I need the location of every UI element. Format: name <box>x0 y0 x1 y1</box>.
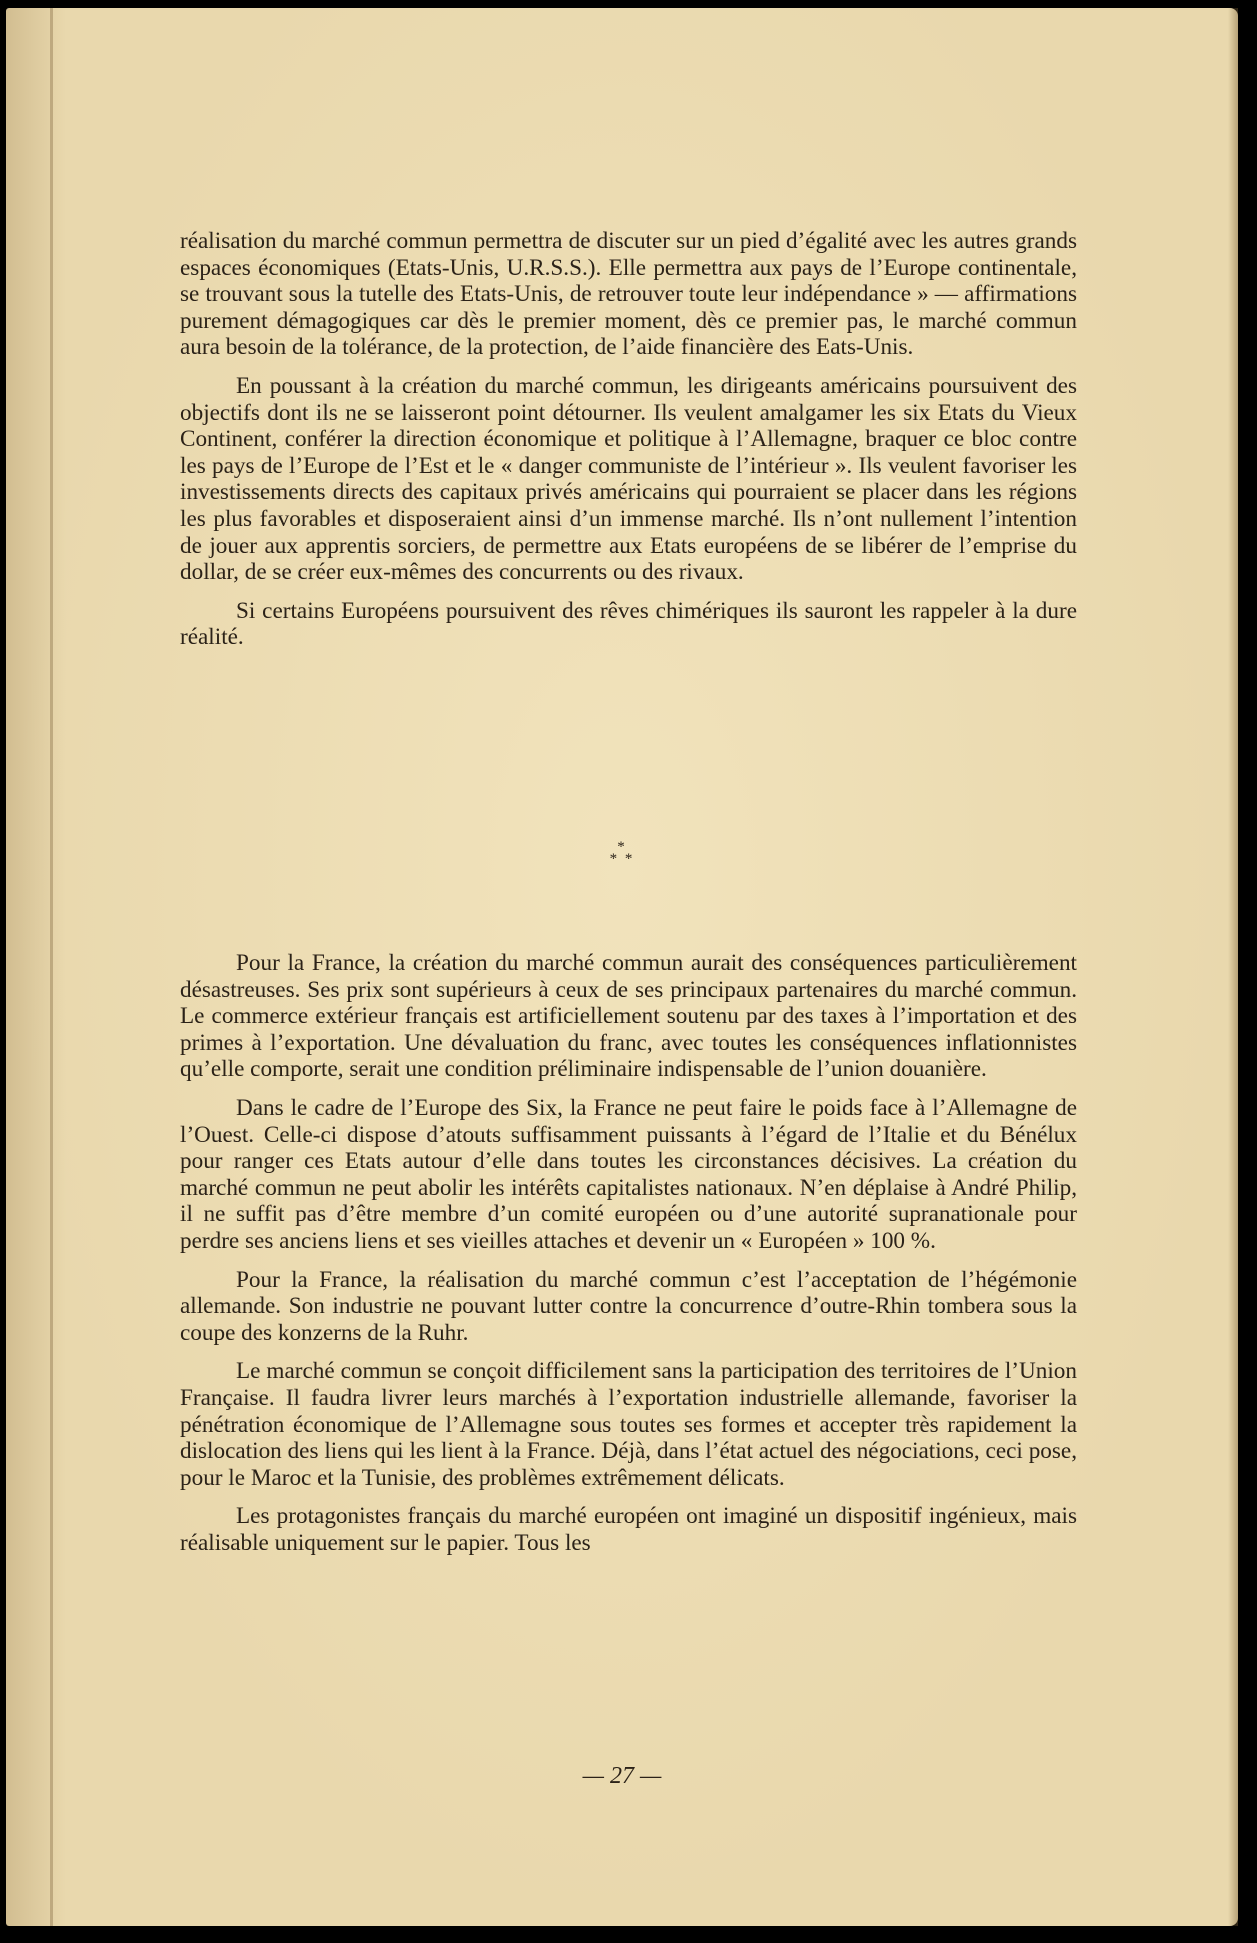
page-binding-line <box>50 8 53 1926</box>
paragraph: Le marché commun se conçoit difficilement sans la participation des territoires de l’Union Française. Il faudra livrer leurs marchés à l’exportation industrielle allemande, favoriser la pénétration économique de l’Allemagne sous toutes ses formes et accepter très rapidement la dislocation des liens qui les lient à la France. Déjà, dans l’état actuel des négociations, ceci pose, pour le Maroc et la Tunisie, des problèmes extrêmement délicats. <box>180 1358 1077 1491</box>
asterism-top-star: * <box>617 839 627 855</box>
paragraph: Pour la France, la création du marché commun aurait des conséquences particulièrement désastreuses. Ses prix sont supérieurs à ceux de ses principaux partenaires du marché commun. Le commerce extérieur français est artificiellement soutenu par des taxes à l’importation et des primes à l’exportation. Une dévaluation du franc, avec toutes les conséquences inflationnistes qu’elle comporte, serait une condition préliminaire indispensable de l’union douanière. <box>180 950 1077 1083</box>
paragraph: Les protagonistes français du marché européen ont imaginé un dispositif ingénieux, mais réalisable uniquement sur le papier. Tous les <box>180 1503 1077 1556</box>
page-number: — 27 — <box>582 1763 662 1789</box>
paragraph: Si certains Européens poursuivent des rêves chimériques ils sauront les rappeler à la dure réalité. <box>180 597 1077 651</box>
text-block-top <box>180 228 1077 663</box>
paragraph: En poussant à la création du marché commun, les dirigeants américains poursuivent des objectifs dont ils ne se laisseront point détourner. Ils veulent amalgamer les six Etats du Vieux Continent, conférer la direction économique et politique à l’Allemagne, braquer ce bloc contre les pays de l’Europe de l’Est et le « danger communiste de l’intérieur ». Ils veulent favoriser les investissements directs des capitaux privés américains qui pourraient se placer dans les régions les plus favorables et disposeraient ainsi d’un immense marché. Ils n’ont nullement l’intention de jouer aux apprentis sorciers, de permettre aux Etats européens de se libérer de l’emprise du dollar, de se créer eux-mêmes des concurrents ou des rivaux. <box>180 372 1077 586</box>
asterism-bottom-stars: * * <box>609 851 635 867</box>
paragraph: Dans le cadre de l’Europe des Six, la France ne peut faire le poids face à l’Allemagne de l’Ouest. Celle-ci dispose d’atouts suffisamment puissants à l’égard de l’Italie et du Bénélux pour ranger ces Etats autour d’elle dans toutes les circonstances décisives. La création du marché commun ne peut abolir les intérêts capitalistes nationaux. N’en déplaise à André Philip, il ne suffit pas d’être membre d’un comité européen ou d’une autorité supranationale pour perdre ses anciens liens et ses vieilles attaches et devenir un « Européen » 100 %. <box>180 1094 1077 1254</box>
book-page <box>6 8 1238 1926</box>
paragraph: Pour la France, la réalisation du marché commun c’est l’acceptation de l’hégémonie allemande. Son industrie ne pouvant lutter contre la concurrence d’outre-Rhin tombera sous la coupe des konzerns de la Ruhr. <box>180 1266 1077 1346</box>
page-edge-shadow <box>1228 8 1238 1926</box>
section-break-asterism <box>6 841 1238 865</box>
paragraph: réalisation du marché commun permettra de discuter sur un pied d’égalité avec les autres grands espaces économiques (Etats-Unis, U.R.S.S.). Elle permettra aux pays de l’Europe continentale, se trouvant sous la tutelle des Etats-Unis, de retrouver toute leur indépendance » — affirmations purement démagogiques car dès le premier moment, dès ce premier pas, le marché commun aura besoin de la tolérance, de la protection, de l’aide financière des Eats-Unis. <box>180 228 1077 361</box>
text-block-bottom <box>180 950 1077 1568</box>
